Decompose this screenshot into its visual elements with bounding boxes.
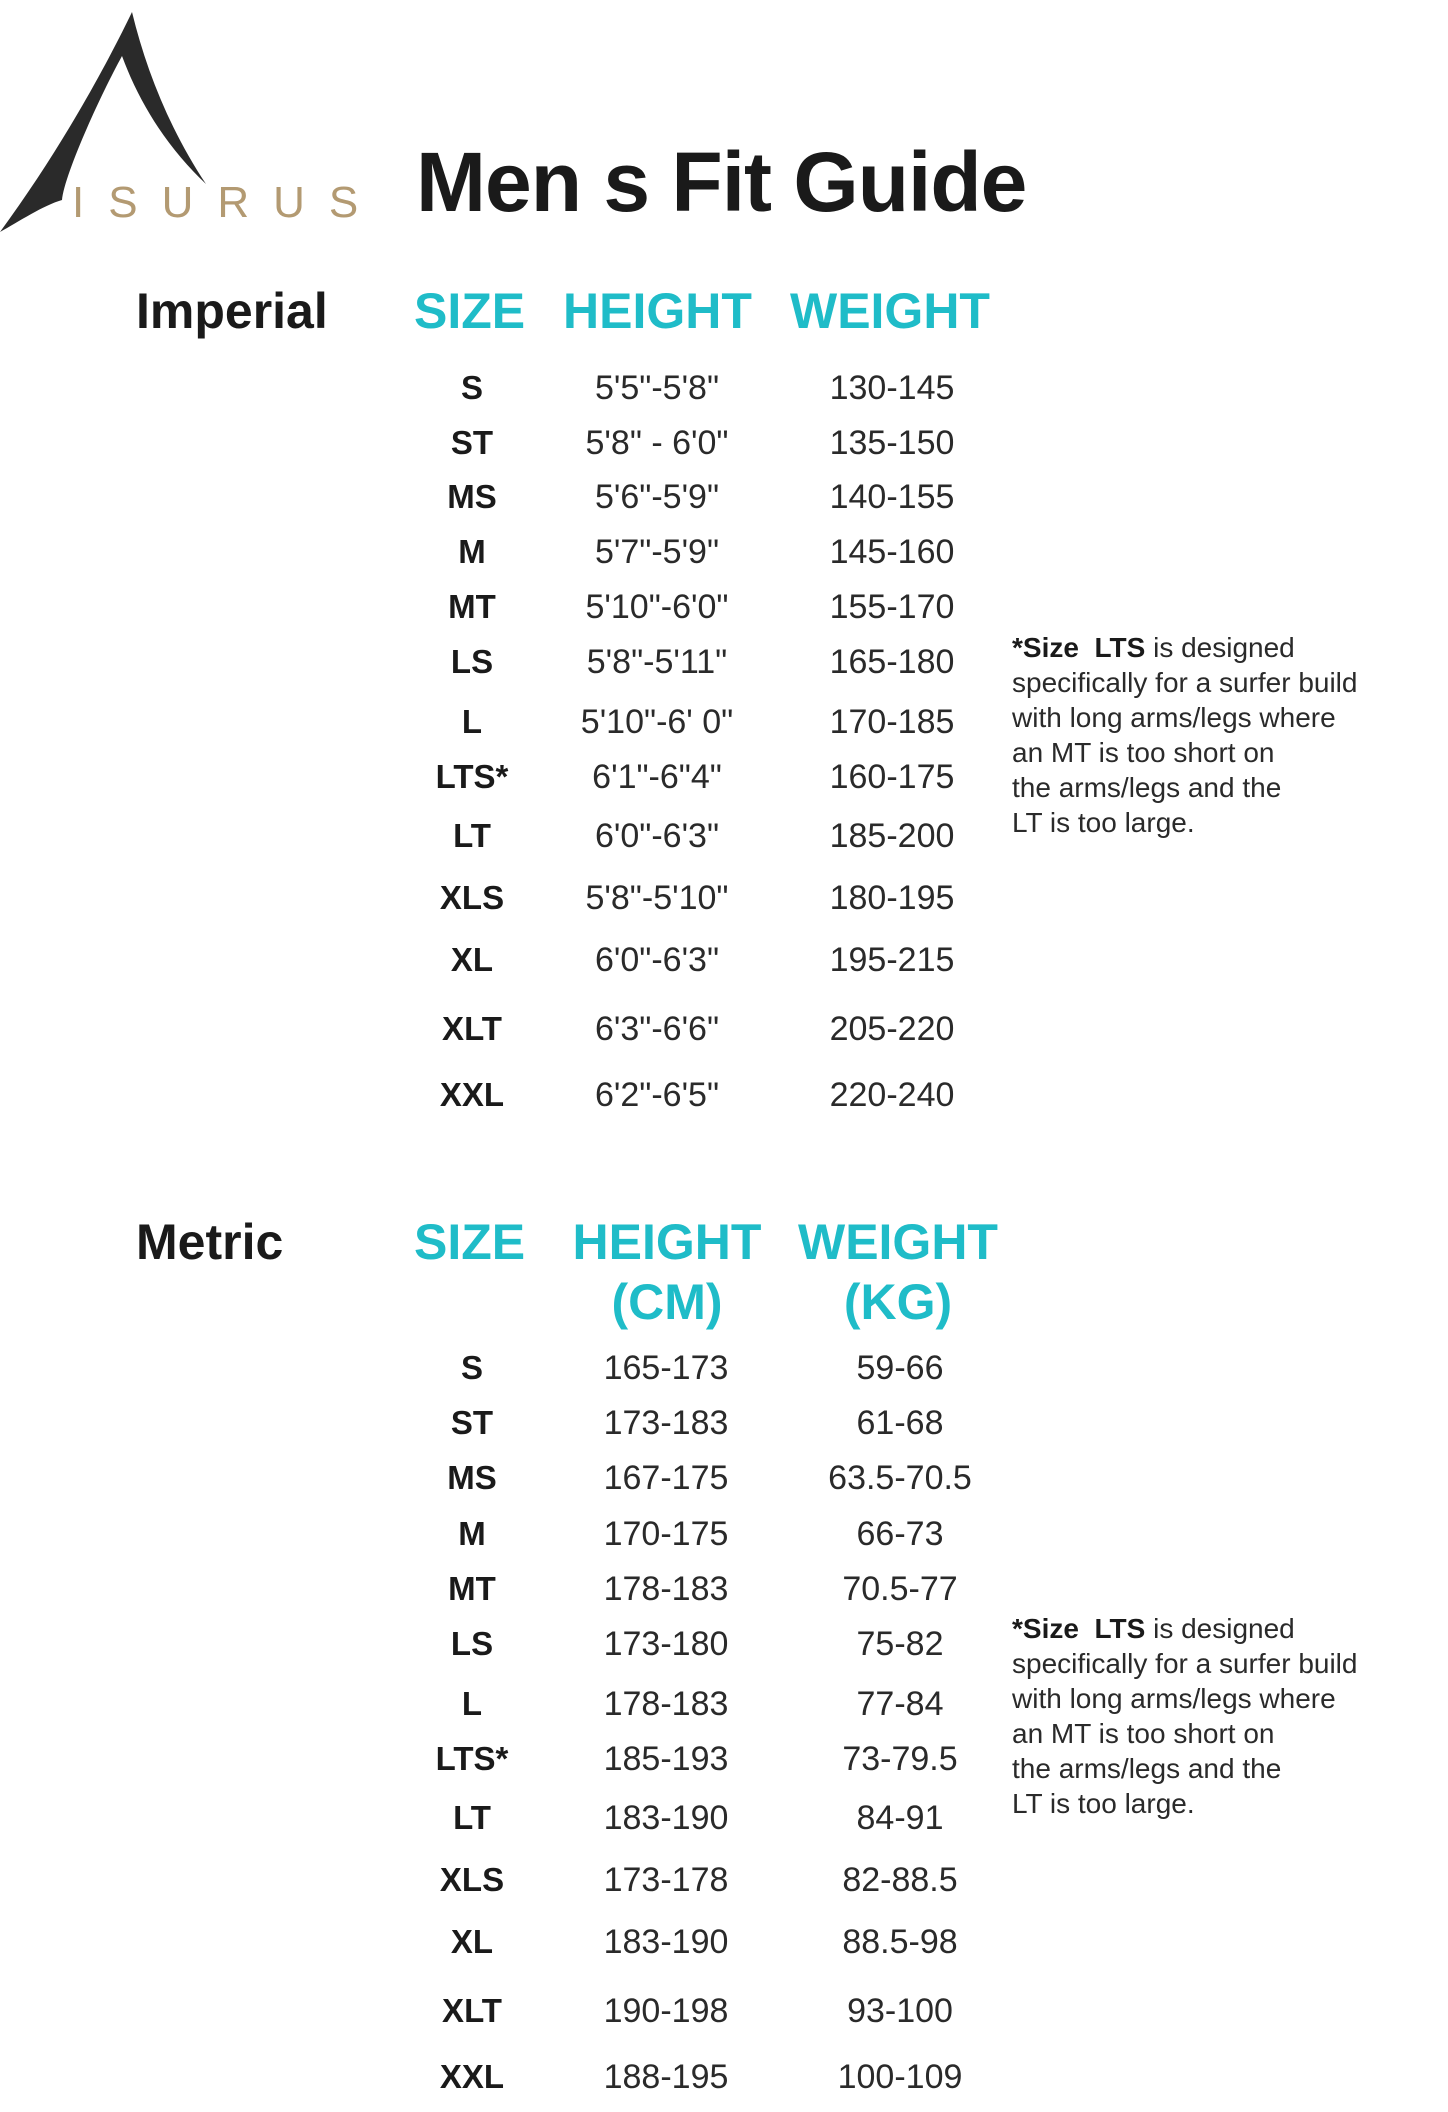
row-weight-cell: 84-91 bbox=[856, 1799, 944, 1837]
note-line: with long arms/legs where bbox=[1012, 1683, 1336, 1714]
row-weight-cell: 70.5-77 bbox=[842, 1570, 958, 1608]
row-height-cell: 5'10"-6'0" bbox=[585, 588, 729, 626]
row-height-cell: 6'2"-6'5" bbox=[594, 1076, 720, 1114]
imperial-size-header: SIZE bbox=[414, 283, 526, 339]
row-size-cell: LS bbox=[450, 1625, 494, 1662]
row-size-cell: MT bbox=[448, 588, 496, 625]
row-weight-cell: 61-68 bbox=[856, 1404, 944, 1442]
row-size-cell: XL bbox=[450, 1923, 494, 1960]
row-height-cell: 167-175 bbox=[603, 1459, 729, 1497]
row-height-cell: 190-198 bbox=[603, 1992, 729, 2030]
row-weight-cell: 180-195 bbox=[829, 879, 955, 917]
row-weight-cell: 82-88.5 bbox=[842, 1861, 958, 1899]
metric-lts-note bbox=[1012, 1611, 1432, 1821]
row-size-cell: XLT bbox=[442, 1010, 502, 1047]
row-height-cell: 5'8" - 6'0" bbox=[585, 424, 729, 462]
row-height-cell: 5'10"-6' 0" bbox=[580, 703, 734, 741]
row-weight-cell: 93-100 bbox=[847, 1992, 953, 2030]
note-line: LT is too large. bbox=[1012, 807, 1195, 838]
row-weight-cell: 165-180 bbox=[829, 643, 955, 681]
note-code: LTS bbox=[1094, 1613, 1146, 1644]
row-size-cell: S bbox=[460, 369, 484, 406]
row-size-cell: MS bbox=[447, 478, 497, 515]
row-height-cell: 165-173 bbox=[603, 1349, 729, 1387]
row-weight-cell: 75-82 bbox=[856, 1625, 944, 1663]
row-size-cell: LT bbox=[453, 1799, 491, 1836]
row-height-cell: 183-190 bbox=[603, 1799, 729, 1837]
row-height-cell: 173-180 bbox=[603, 1625, 729, 1663]
note-line: is designed bbox=[1145, 1613, 1295, 1644]
note-prefix: *Size bbox=[1012, 1613, 1079, 1644]
row-size-cell: XL bbox=[450, 941, 494, 978]
page-title: Men s Fit Guide bbox=[416, 135, 1027, 229]
row-size-cell: LS bbox=[450, 643, 494, 680]
brand-logo-text: ISURUS bbox=[72, 178, 383, 227]
row-weight-cell: 73-79.5 bbox=[842, 1740, 958, 1778]
row-height-cell: 178-183 bbox=[603, 1570, 729, 1608]
row-weight-cell: 205-220 bbox=[829, 1010, 955, 1048]
row-weight-cell: 130-145 bbox=[829, 369, 955, 407]
note-code: LTS bbox=[1094, 632, 1146, 663]
row-weight-cell: 100-109 bbox=[837, 2058, 963, 2096]
row-weight-cell: 63.5-70.5 bbox=[828, 1459, 972, 1497]
row-weight-cell: 77-84 bbox=[856, 1685, 944, 1723]
row-size-cell: M bbox=[458, 1515, 486, 1552]
metric-weight-label: WEIGHT bbox=[798, 1214, 998, 1270]
row-weight-cell: 66-73 bbox=[856, 1515, 944, 1553]
row-size-cell: ST bbox=[450, 1404, 494, 1441]
row-height-cell: 173-178 bbox=[603, 1861, 729, 1899]
row-size-cell: MS bbox=[447, 1459, 497, 1496]
note-line: the arms/legs and the bbox=[1012, 1753, 1282, 1784]
row-weight-cell: 160-175 bbox=[829, 758, 955, 796]
row-weight-cell: 195-215 bbox=[829, 941, 955, 979]
row-weight-cell: 155-170 bbox=[829, 588, 955, 626]
row-height-cell: 5'8"-5'11" bbox=[586, 643, 728, 681]
row-height-cell: 5'7"-5'9" bbox=[594, 533, 720, 571]
row-weight-cell: 220-240 bbox=[829, 1076, 955, 1114]
row-weight-cell: 185-200 bbox=[829, 817, 955, 855]
row-height-cell: 183-190 bbox=[603, 1923, 729, 1961]
note-line: the arms/legs and the bbox=[1012, 772, 1282, 803]
row-size-cell: LT bbox=[453, 817, 491, 854]
row-size-cell: M bbox=[458, 533, 486, 570]
row-height-cell: 6'0"-6'3" bbox=[594, 941, 720, 979]
imperial-height-header: HEIGHT bbox=[563, 283, 752, 339]
row-height-cell: 185-193 bbox=[603, 1740, 729, 1778]
row-weight-cell: 59-66 bbox=[856, 1349, 944, 1387]
row-height-cell: 188-195 bbox=[603, 2058, 729, 2096]
row-weight-cell: 140-155 bbox=[829, 478, 955, 516]
note-line: is designed bbox=[1145, 632, 1295, 663]
row-height-cell: 6'1"-6"4" bbox=[592, 758, 722, 796]
row-size-cell: L bbox=[461, 1685, 483, 1722]
row-height-cell: 5'5"-5'8" bbox=[594, 369, 720, 407]
imperial-weight-header: WEIGHT bbox=[790, 283, 990, 339]
row-height-cell: 5'8"-5'10" bbox=[585, 879, 729, 917]
row-size-cell: L bbox=[461, 703, 483, 740]
note-prefix: *Size bbox=[1012, 632, 1079, 663]
row-size-cell: XLT bbox=[442, 1992, 502, 2029]
metric-section-label: Metric bbox=[136, 1214, 284, 1270]
row-size-cell: XLS bbox=[439, 1861, 505, 1898]
row-size-cell: MT bbox=[448, 1570, 496, 1607]
row-height-cell: 5'6"-5'9" bbox=[594, 478, 720, 516]
row-height-cell: 6'0"-6'3" bbox=[594, 817, 720, 855]
row-height-cell: 173-183 bbox=[603, 1404, 729, 1442]
note-line: LT is too large. bbox=[1012, 1788, 1195, 1819]
note-line: specifically for a surfer build bbox=[1012, 1648, 1358, 1679]
metric-height-unit: (CM) bbox=[611, 1274, 723, 1330]
imperial-section-label: Imperial bbox=[136, 283, 328, 339]
row-weight-cell: 88.5-98 bbox=[842, 1923, 958, 1961]
note-line: with long arms/legs where bbox=[1012, 702, 1336, 733]
row-height-cell: 6'3"-6'6" bbox=[594, 1010, 720, 1048]
metric-size-header: SIZE bbox=[414, 1214, 526, 1270]
metric-weight-unit: (KG) bbox=[843, 1274, 953, 1330]
row-size-cell: XXL bbox=[439, 2058, 505, 2095]
row-size-cell: S bbox=[460, 1349, 484, 1386]
row-weight-cell: 170-185 bbox=[829, 703, 955, 741]
note-line: an MT is too short on bbox=[1012, 1718, 1275, 1749]
row-height-cell: 178-183 bbox=[603, 1685, 729, 1723]
row-size-cell: LTS* bbox=[435, 1740, 509, 1777]
row-size-cell: LTS* bbox=[435, 758, 509, 795]
row-height-cell: 170-175 bbox=[603, 1515, 729, 1553]
note-line: specifically for a surfer build bbox=[1012, 667, 1358, 698]
row-weight-cell: 135-150 bbox=[829, 424, 955, 462]
row-weight-cell: 145-160 bbox=[829, 533, 955, 571]
metric-height-label: HEIGHT bbox=[572, 1214, 762, 1270]
row-size-cell: XLS bbox=[439, 879, 505, 916]
row-size-cell: XXL bbox=[439, 1076, 505, 1113]
note-line: an MT is too short on bbox=[1012, 737, 1275, 768]
row-size-cell: ST bbox=[450, 424, 494, 461]
